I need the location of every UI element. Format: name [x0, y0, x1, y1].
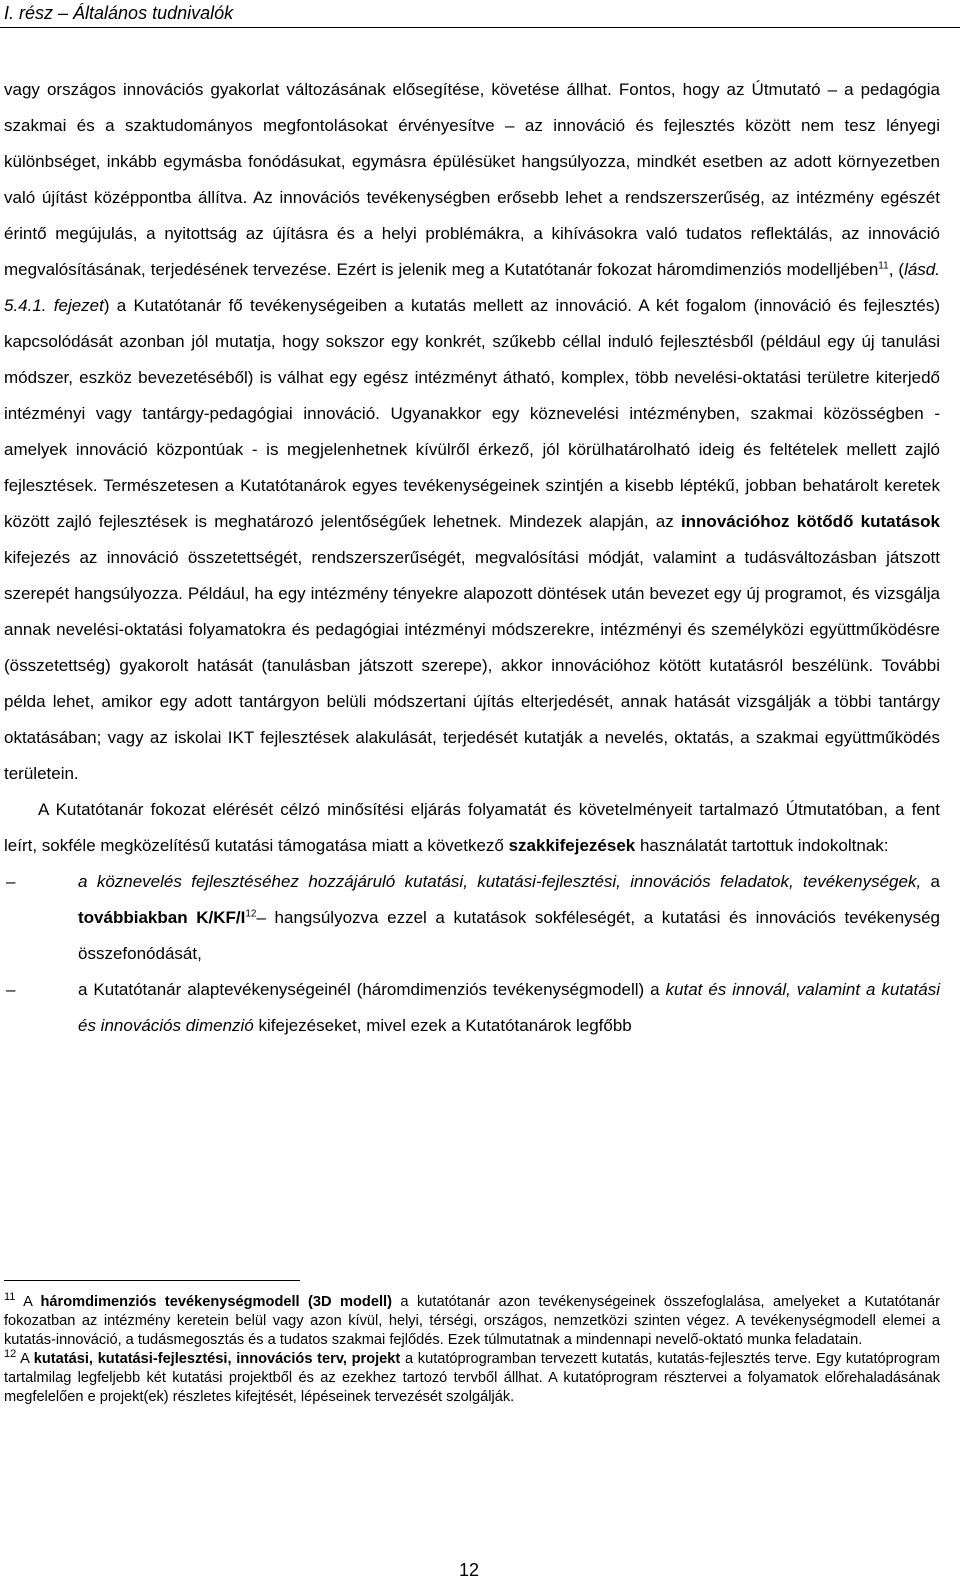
text-run: a kutatótanár azon tevékenységeinek összefoglalása, amelyeket a Kutatótanár fokozatban az intézmény keretein belül vagy azon kívül, helyi, térségi, országos, nemzetközi szinten végez. A tevékenységmodell elemei a kutatás-innováció, a tudásmegosztás és a tudatos szakmai fejlődés. Ezek túlmutatnak a mindennapi nevelő-oktató munka feladatain.	[4, 1294, 941, 1348]
footnote-12	[4, 1350, 940, 1407]
body-text	[4, 72, 940, 1044]
text-run: vagy országos innovációs gyakorlat változásának elősegítése, követése állhat. Fontos, hogy az Útmutató – a pedagógia szakmai és a szaktudományos megfontolásokat érvényesítve – az innováció és fejlesztés között nem tesz lényegi különbséget, inkább egymásba fonódásukat, egymásra épülésüket hangsúlyozza, mindkét esetben az adott környezetben való újítást középpontba állítva. Az innovációs tevékenységben erősebb lehet a rendszerszerűség, az intézmény egészét érintő megújulás, a nyitottság az újításra és a helyi problémákra, a kihívásokra való tudatos reflektálás, az innováció megvalósításának, terjedésének tervezése. Ezért is jelenik meg a Kutatótanár fokozat háromdimenziós modelljében	[4, 80, 940, 279]
text-run: kifejezéseket, mivel ezek a Kutatótanárok legfőbb	[253, 1016, 632, 1035]
text-run: A	[16, 1351, 34, 1367]
header-rule	[0, 27, 960, 28]
list-item	[4, 972, 940, 1044]
footnote-ref-11: 11	[878, 260, 889, 272]
key-term: szakkifejezések	[508, 836, 636, 855]
key-term: háromdimenziós tevékenységmodell (3D modell)	[40, 1294, 392, 1310]
footnote-separator	[4, 1280, 300, 1281]
paragraph	[4, 792, 940, 864]
key-term: innovációhoz kötődő kutatások	[680, 512, 940, 531]
key-term: továbbiakban K/KF/I	[78, 908, 246, 927]
chapter-reference: lásd. 5.4.1. fejezet	[4, 260, 940, 315]
text-run: a kutatóprogramban tervezett kutatás, kutatás-fejlesztés terve. Egy kutatóprogram tartalmilag legfeljebb két kutatási projektből és az ezekhez tartozó tervből állhat. A kutatóprogram résztervei a folyamatok előrehaladásának megfelelően e projekt(ek) részletes kifejtését, lépéseinek tervezését szolgálják.	[4, 1351, 941, 1405]
text-run: a	[921, 872, 940, 891]
key-term: kutatási, kutatási-fejlesztési, innovációs terv, projekt	[33, 1351, 401, 1367]
dash-bullet: –	[6, 980, 16, 999]
dash-bullet: –	[6, 872, 16, 891]
text-run: a Kutatótanár alaptevékenységeinél (háromdimenziós tevékenységmodell) a	[78, 980, 666, 999]
text-run: – hangsúlyozva ezzel a kutatások sokféleségét, a kutatási és innovációs tevékenység összefonódását,	[78, 908, 940, 963]
text-run: kifejezés az innováció összetettségét, rendszerszerűségét, megvalósítási módját, valamint a tudásváltozásban játszott szerepét hangsúlyozza. Például, ha egy intézmény tényekre alapozott döntések után bevezet egy új programot, és vizsgálja annak nevelési-oktatási folyamatokra és pedagógiai intézményi módszerekre, intézményi és személyközi együttműködésre (összetettség) gyakorolt hatását (tanulásban játszott szerepe), akkor innovációhoz kötött kutatásról beszélünk. További példa lehet, amikor egy adott tantárgyon belüli módszertani újítás elterjedését, annak hatását vizsgálják a többi tantárgy oktatásában; vagy az iskolai IKT fejlesztések alakulását, terjedését kutatják a nevelés, oktatás, a szakmai együttműködés területein.	[4, 548, 940, 783]
paragraph	[4, 72, 940, 792]
text-run: használatát tartottuk indokoltnak:	[635, 836, 889, 855]
footnote-number: 12	[4, 1348, 17, 1361]
running-header: I. rész – Általános tudnivalók	[4, 3, 234, 23]
footnote-11	[4, 1293, 940, 1350]
footnotes	[4, 1293, 940, 1407]
footnote-ref-12: 12	[245, 908, 257, 920]
text-run: , (	[888, 260, 905, 279]
term-list	[4, 864, 940, 1044]
text-run: ) a Kutatótanár fő tevékenységeiben a kutatás mellett az innováció. A két fogalom (innováció és fejlesztés) kapcsolódását azonban jól mutatja, hogy sokszor egy konkrét, szűkebb céllal induló fejlesztésből (például egy új tanulási módszer, eszköz bevezetéséből) is válhat egy egész intézményt átható, komplex, több nevelési-oktatási területre kiterjedő intézményi vagy tantárgy-pedagógiai innováció. Ugyanakkor egy köznevelési intézményben, szakmai közösségben - amelyek innováció központúak - is megjelenhetnek kívülről érkező, jól körülhatárolható ideig és feltételek mellett zajló fejlesztések. Természetesen a Kutatótanárok egyes tevékenységeinek szintjén a kisebb léptékű, jobban behatárolt keretek között zajló fejlesztések is meghatározó jelentőségűek lehetnek. Mindezek alapján, az	[4, 296, 941, 531]
text-run: a köznevelés fejlesztéséhez hozzájáruló kutatási, kutatási-fejlesztési, innovációs feladatok, tevékenységek,	[78, 872, 922, 891]
footnote-number: 11	[4, 1291, 16, 1304]
page-number: 12	[459, 1560, 480, 1580]
text-run: A Kutatótanár fokozat elérését célzó minősítési eljárás folyamatát és követelményeit tartalmazó Útmutatóban, a fent leírt, sokféle megközelítésű kutatási támogatása miatt a következő	[4, 800, 940, 855]
text-run: A	[15, 1294, 41, 1310]
text-run: kutat és innovál, valamint a kutatási és innovációs dimenzió	[78, 980, 940, 1035]
list-item	[4, 864, 940, 972]
